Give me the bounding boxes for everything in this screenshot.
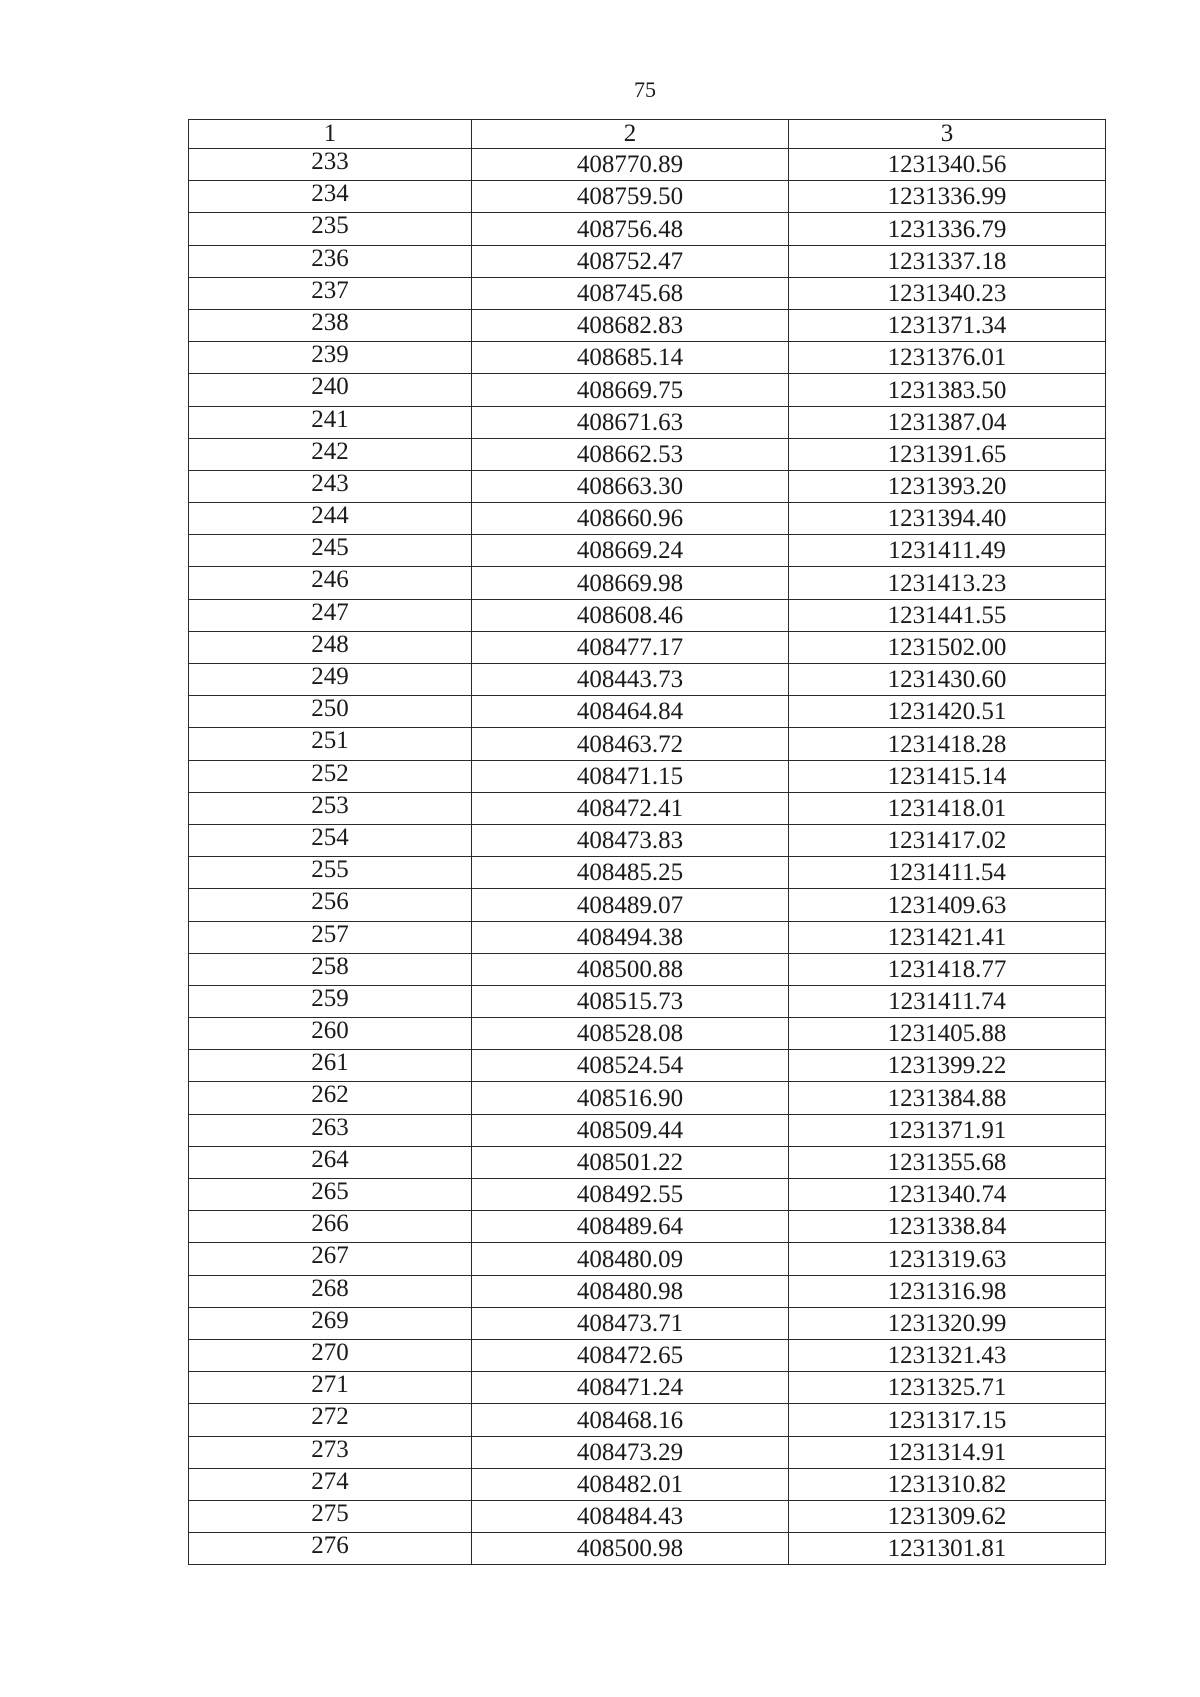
x-coordinate-cell: 408669.75 [472, 374, 789, 406]
table-row [189, 1179, 1106, 1211]
point-number-cell: 264 [189, 1146, 472, 1178]
x-coordinate-cell: 408443.73 [472, 664, 789, 696]
table-row [189, 406, 1106, 438]
table-row [189, 567, 1106, 599]
x-coordinate-cell: 408484.43 [472, 1500, 789, 1532]
y-coordinate-cell: 1231411.54 [789, 857, 1106, 889]
x-coordinate-cell: 408669.24 [472, 535, 789, 567]
point-number-cell: 254 [189, 824, 472, 856]
x-coordinate-cell: 408473.83 [472, 824, 789, 856]
x-coordinate-cell: 408472.41 [472, 792, 789, 824]
y-coordinate-cell: 1231371.91 [789, 1114, 1106, 1146]
y-coordinate-cell: 1231376.01 [789, 342, 1106, 374]
table-row [189, 1082, 1106, 1114]
table-row [189, 535, 1106, 567]
x-coordinate-cell: 408516.90 [472, 1082, 789, 1114]
y-coordinate-cell: 1231418.01 [789, 792, 1106, 824]
point-number-cell: 234 [189, 181, 472, 213]
point-number-cell: 256 [189, 889, 472, 921]
point-number-cell: 267 [189, 1243, 472, 1275]
point-number-cell: 270 [189, 1339, 472, 1371]
table-row [189, 1050, 1106, 1082]
x-coordinate-cell: 408500.98 [472, 1533, 789, 1565]
x-coordinate-cell: 408468.16 [472, 1404, 789, 1436]
x-coordinate-cell: 408528.08 [472, 1018, 789, 1050]
x-coordinate-cell: 408489.64 [472, 1211, 789, 1243]
y-coordinate-cell: 1231371.34 [789, 309, 1106, 341]
y-coordinate-cell: 1231325.71 [789, 1372, 1106, 1404]
column-header-2: 2 [472, 120, 789, 149]
y-coordinate-cell: 1231309.62 [789, 1500, 1106, 1532]
y-coordinate-cell: 1231430.60 [789, 664, 1106, 696]
x-coordinate-cell: 408660.96 [472, 503, 789, 535]
table-row [189, 1275, 1106, 1307]
table-row [189, 309, 1106, 341]
y-coordinate-cell: 1231418.77 [789, 953, 1106, 985]
x-coordinate-cell: 408489.07 [472, 889, 789, 921]
y-coordinate-cell: 1231421.41 [789, 921, 1106, 953]
table-row [189, 1500, 1106, 1532]
x-coordinate-cell: 408752.47 [472, 245, 789, 277]
y-coordinate-cell: 1231316.98 [789, 1275, 1106, 1307]
point-number-cell: 244 [189, 503, 472, 535]
table-row [189, 213, 1106, 245]
y-coordinate-cell: 1231337.18 [789, 245, 1106, 277]
point-number-cell: 240 [189, 374, 472, 406]
y-coordinate-cell: 1231391.65 [789, 438, 1106, 470]
table-row [189, 1307, 1106, 1339]
y-coordinate-cell: 1231420.51 [789, 696, 1106, 728]
point-number-cell: 262 [189, 1082, 472, 1114]
y-coordinate-cell: 1231355.68 [789, 1146, 1106, 1178]
point-number-cell: 246 [189, 567, 472, 599]
table-row [189, 1533, 1106, 1565]
table-row [189, 1372, 1106, 1404]
point-number-cell: 268 [189, 1275, 472, 1307]
point-number-cell: 233 [189, 149, 472, 181]
table-header-row [189, 120, 1106, 149]
y-coordinate-cell: 1231409.63 [789, 889, 1106, 921]
table-row [189, 921, 1106, 953]
y-coordinate-cell: 1231417.02 [789, 824, 1106, 856]
point-number-cell: 252 [189, 760, 472, 792]
x-coordinate-cell: 408745.68 [472, 277, 789, 309]
point-number-cell: 271 [189, 1372, 472, 1404]
y-coordinate-cell: 1231441.55 [789, 599, 1106, 631]
point-number-cell: 242 [189, 438, 472, 470]
point-number-cell: 258 [189, 953, 472, 985]
x-coordinate-cell: 408482.01 [472, 1468, 789, 1500]
x-coordinate-cell: 408473.29 [472, 1436, 789, 1468]
table-row [189, 1404, 1106, 1436]
y-coordinate-cell: 1231336.99 [789, 181, 1106, 213]
x-coordinate-cell: 408509.44 [472, 1114, 789, 1146]
x-coordinate-cell: 408480.09 [472, 1243, 789, 1275]
point-number-cell: 259 [189, 985, 472, 1017]
table-row [189, 631, 1106, 663]
point-number-cell: 253 [189, 792, 472, 824]
point-number-cell: 272 [189, 1404, 472, 1436]
y-coordinate-cell: 1231405.88 [789, 1018, 1106, 1050]
point-number-cell: 276 [189, 1533, 472, 1565]
point-number-cell: 245 [189, 535, 472, 567]
x-coordinate-cell: 408480.98 [472, 1275, 789, 1307]
point-number-cell: 243 [189, 470, 472, 502]
y-coordinate-cell: 1231411.49 [789, 535, 1106, 567]
table-row [189, 245, 1106, 277]
point-number-cell: 239 [189, 342, 472, 374]
point-number-cell: 250 [189, 696, 472, 728]
y-coordinate-cell: 1231336.79 [789, 213, 1106, 245]
column-header-3: 3 [789, 120, 1106, 149]
table-row [189, 1114, 1106, 1146]
table-row [189, 438, 1106, 470]
y-coordinate-cell: 1231413.23 [789, 567, 1106, 599]
table-row [189, 277, 1106, 309]
point-number-cell: 257 [189, 921, 472, 953]
y-coordinate-cell: 1231317.15 [789, 1404, 1106, 1436]
point-number-cell: 237 [189, 277, 472, 309]
point-number-cell: 275 [189, 1500, 472, 1532]
y-coordinate-cell: 1231383.50 [789, 374, 1106, 406]
y-coordinate-cell: 1231418.28 [789, 728, 1106, 760]
x-coordinate-cell: 408663.30 [472, 470, 789, 502]
x-coordinate-cell: 408471.15 [472, 760, 789, 792]
x-coordinate-cell: 408477.17 [472, 631, 789, 663]
x-coordinate-cell: 408473.71 [472, 1307, 789, 1339]
y-coordinate-cell: 1231387.04 [789, 406, 1106, 438]
y-coordinate-cell: 1231399.22 [789, 1050, 1106, 1082]
table-row [189, 470, 1106, 502]
x-coordinate-cell: 408464.84 [472, 696, 789, 728]
x-coordinate-cell: 408471.24 [472, 1372, 789, 1404]
page-number: 75 [634, 77, 656, 102]
point-number-cell: 265 [189, 1179, 472, 1211]
x-coordinate-cell: 408662.53 [472, 438, 789, 470]
y-coordinate-cell: 1231393.20 [789, 470, 1106, 502]
point-number-cell: 273 [189, 1436, 472, 1468]
column-header-1: 1 [189, 120, 472, 149]
y-coordinate-cell: 1231384.88 [789, 1082, 1106, 1114]
y-coordinate-cell: 1231338.84 [789, 1211, 1106, 1243]
y-coordinate-cell: 1231301.81 [789, 1533, 1106, 1565]
point-number-cell: 251 [189, 728, 472, 760]
point-number-cell: 263 [189, 1114, 472, 1146]
x-coordinate-cell: 408463.72 [472, 728, 789, 760]
point-number-cell: 241 [189, 406, 472, 438]
y-coordinate-cell: 1231411.74 [789, 985, 1106, 1017]
point-number-cell: 235 [189, 213, 472, 245]
x-coordinate-cell: 408515.73 [472, 985, 789, 1017]
point-number-cell: 274 [189, 1468, 472, 1500]
x-coordinate-cell: 408472.65 [472, 1339, 789, 1371]
table-row [189, 824, 1106, 856]
y-coordinate-cell: 1231321.43 [789, 1339, 1106, 1371]
y-coordinate-cell: 1231310.82 [789, 1468, 1106, 1500]
point-number-cell: 255 [189, 857, 472, 889]
x-coordinate-cell: 408608.46 [472, 599, 789, 631]
table-row [189, 985, 1106, 1017]
x-coordinate-cell: 408494.38 [472, 921, 789, 953]
y-coordinate-cell: 1231415.14 [789, 760, 1106, 792]
table-row [189, 342, 1106, 374]
x-coordinate-cell: 408685.14 [472, 342, 789, 374]
y-coordinate-cell: 1231502.00 [789, 631, 1106, 663]
x-coordinate-cell: 408669.98 [472, 567, 789, 599]
y-coordinate-cell: 1231340.56 [789, 149, 1106, 181]
table-row [189, 503, 1106, 535]
table-row [189, 1339, 1106, 1371]
point-number-cell: 236 [189, 245, 472, 277]
point-number-cell: 238 [189, 309, 472, 341]
y-coordinate-cell: 1231394.40 [789, 503, 1106, 535]
table-row [189, 664, 1106, 696]
point-number-cell: 261 [189, 1050, 472, 1082]
table-row [189, 889, 1106, 921]
x-coordinate-cell: 408759.50 [472, 181, 789, 213]
table-row [189, 374, 1106, 406]
point-number-cell: 247 [189, 599, 472, 631]
y-coordinate-cell: 1231319.63 [789, 1243, 1106, 1275]
table-row [189, 1468, 1106, 1500]
y-coordinate-cell: 1231320.99 [789, 1307, 1106, 1339]
table-row [189, 1211, 1106, 1243]
table-row [189, 149, 1106, 181]
point-number-cell: 266 [189, 1211, 472, 1243]
point-number-cell: 249 [189, 664, 472, 696]
table-row [189, 953, 1106, 985]
x-coordinate-cell: 408524.54 [472, 1050, 789, 1082]
x-coordinate-cell: 408671.63 [472, 406, 789, 438]
table-row [189, 760, 1106, 792]
x-coordinate-cell: 408485.25 [472, 857, 789, 889]
point-number-cell: 260 [189, 1018, 472, 1050]
table-row [189, 1436, 1106, 1468]
table-row [189, 1018, 1106, 1050]
coordinates-table [188, 119, 1106, 1565]
table-row [189, 1146, 1106, 1178]
x-coordinate-cell: 408770.89 [472, 149, 789, 181]
x-coordinate-cell: 408682.83 [472, 309, 789, 341]
point-number-cell: 269 [189, 1307, 472, 1339]
table-row [189, 696, 1106, 728]
table-row [189, 599, 1106, 631]
x-coordinate-cell: 408756.48 [472, 213, 789, 245]
y-coordinate-cell: 1231340.74 [789, 1179, 1106, 1211]
table-row [189, 1243, 1106, 1275]
point-number-cell: 248 [189, 631, 472, 663]
table-body [189, 149, 1106, 1565]
table-row [189, 728, 1106, 760]
x-coordinate-cell: 408500.88 [472, 953, 789, 985]
table-row [189, 181, 1106, 213]
y-coordinate-cell: 1231314.91 [789, 1436, 1106, 1468]
table-row [189, 857, 1106, 889]
x-coordinate-cell: 408501.22 [472, 1146, 789, 1178]
x-coordinate-cell: 408492.55 [472, 1179, 789, 1211]
table-row [189, 792, 1106, 824]
y-coordinate-cell: 1231340.23 [789, 277, 1106, 309]
